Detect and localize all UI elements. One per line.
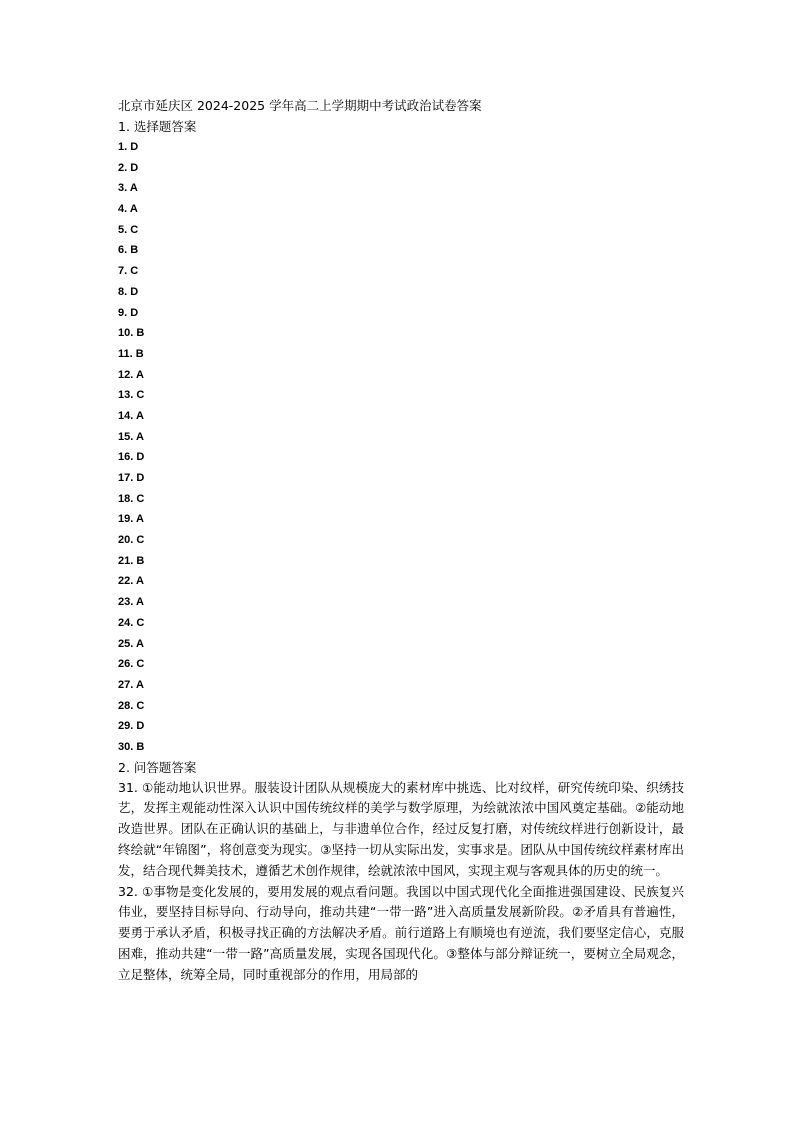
section-heading-qa: 2. 问答题答案 xyxy=(118,759,197,775)
document-page xyxy=(118,96,684,986)
choice-answer: 5. C xyxy=(118,223,139,236)
choice-answer: 18. C xyxy=(118,492,145,505)
choice-answer: 6. B xyxy=(118,244,139,257)
choice-answer: 16. D xyxy=(118,451,145,464)
choice-answer: 19. A xyxy=(118,513,144,526)
choice-answer: 11. B xyxy=(118,347,144,360)
choice-answer: 30. B xyxy=(118,740,145,753)
choice-answer: 9. D xyxy=(118,306,139,319)
choice-answer: 24. C xyxy=(118,616,145,629)
answer-paragraph-32: 32. ①事物是变化发展的，要用发展的观点看问题。我国以中国式现代化全面推进强国建设、民族复兴伟业，要坚持目标导向、行动导向，推动共建“一带一路”进入高质量发展新阶段。②矛盾具有普遍性，要勇于承认矛盾，积极寻找正确的方法解决矛盾。前行道路上有顺境也有逆流，我们要坚定信心，克服困难，推动共建“一带一路”高质量发展，实现各国现代化。③整体与部分辩证统一，要树立全局观念，立足整体，统筹全局，同时重视部分的作用，用局部的 xyxy=(118,883,684,982)
choice-answer: 7. C xyxy=(118,265,139,278)
choice-answer: 29. D xyxy=(118,720,145,733)
section-heading-choice: 1. 选择题答案 xyxy=(118,119,197,134)
choice-answer: 28. C xyxy=(118,699,145,712)
choice-answer: 26. C xyxy=(118,658,145,671)
choice-answer: 1. D xyxy=(118,141,139,153)
choice-answer-list xyxy=(118,137,684,758)
choice-answer: 22. A xyxy=(118,575,144,588)
choice-answer: 12. A xyxy=(118,368,144,381)
choice-answer: 25. A xyxy=(118,637,144,650)
choice-answer: 27. A xyxy=(118,678,144,691)
choice-answer: 3. A xyxy=(118,182,138,195)
document-title: 北京市延庆区 2024-2025 学年高二上学期期中考试政治试卷答案 xyxy=(118,98,482,113)
choice-answer: 2. D xyxy=(118,161,139,174)
choice-answer: 14. A xyxy=(118,409,144,422)
choice-answer: 20. C xyxy=(118,534,145,547)
choice-answer: 21. B xyxy=(118,554,145,567)
choice-answer: 4. A xyxy=(118,203,138,216)
choice-answer: 13. C xyxy=(118,389,145,402)
choice-answer: 23. A xyxy=(118,596,144,609)
choice-answer: 8. D xyxy=(118,285,139,298)
choice-answer: 15. A xyxy=(118,430,144,443)
answer-paragraph-31: 31. ①能动地认识世界。服装设计团队从规模庞大的素材库中挑选、比对纹样，研究传统印染、织绣技艺，发挥主观能动性深入认识中国传统纹样的美学与数学原理，为绘就浓浓中国风奠定基础。②能动地改造世界。团队在正确认识的基础上，与非遗单位合作，经过反复打磨，对传统纹样进行创新设计，最终绘就“年锦图”，将创意变为现实。③坚持一切从实际出发，实事求是。团队从中国传统纹样素材库出发，结合现代舞美技术，遵循艺术创作规律，绘就浓浓中国风，实现主观与客观具体的历史的统一。 xyxy=(118,779,684,878)
choice-answer: 10. B xyxy=(118,327,145,340)
choice-answer: 17. D xyxy=(118,472,145,484)
